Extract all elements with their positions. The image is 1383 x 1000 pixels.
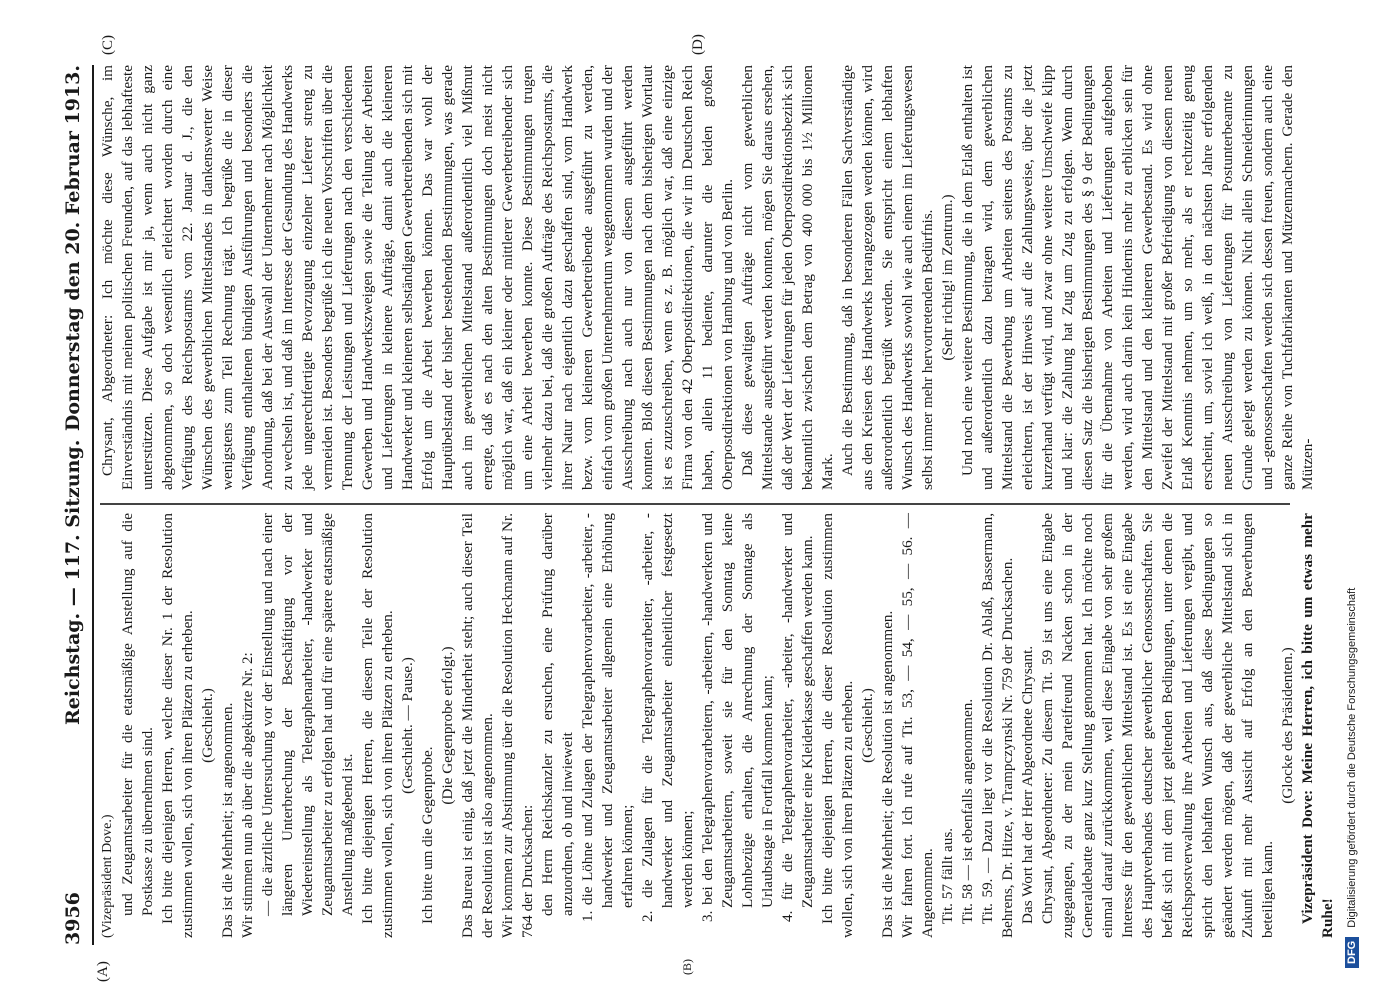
- paragraph: Wir stimmen nun ab über die abgekürzte Nr. 2:: [239, 652, 256, 938]
- paragraph: Auch die Bestimmung, daß in besonderen Fällen Sachverständige aus den Kreisen des Handwerks herangezogen werden können, wird außerordentlich begrüßt werden. Sie entspricht einem lebhaften Wunsch des Handwerks sowohl wie auch einem im Lieferungswesen selbst immer mehr hervortretenden Bedürfnis.: [839, 65, 936, 490]
- speech: Chrysant, Abgeordneter: Zu diesem Tit. 59 ist uns eine Eingabe zugegangen, zu der mein Parteifreund Nacken schon in der Generaldebatte ganz kurz Stellung genommen hat. Ich möchte noch einmal darauf zurückkommen, weil diese Eingabe von sehr großem Interesse für den gewerblichen Mittelstand ist. Es ist eine Eingabe des Hauptverbandes deutscher gewerblicher Genossenschaften. Sie befaßt sich mit dem jetzt geltenden Bedingungen, unter denen die Reichspostverwaltung ihre Arbeiten und Lieferungen vergibt, und spricht den lebhaften Wunsch aus, daß diese Bedingungen so geändert werden mögen, daß der gewerbliche Mittelstand sich in Zukunft mit mehr Aussicht auf Erfolg an den Bewerbungen beteiligen kann.: [1039, 513, 1276, 938]
- header-rule: [92, 65, 94, 945]
- column-divider: [100, 504, 1290, 506]
- paragraph: Das Bureau ist einig, daß jetzt die Minderheit steht; auch dieser Teil der Resolution ist also angenommen.: [459, 513, 496, 938]
- stage-direction: (Glocke des Präsidenten.): [1279, 647, 1296, 804]
- margin-mark-d: (D): [690, 34, 706, 55]
- left-column: [98, 513, 1336, 938]
- paragraph: Ich bitte diejenigen Herren, die dieser Resolution zustimmen wollen, sich von ihren Plätzen zu erheben.: [819, 513, 856, 938]
- header-title: Reichstag. — 117. Sitzung.: [62, 439, 84, 725]
- speech: Vizepräsident Dove: Meine Herren, ich bitte um etwas mehr Ruhe!: [1299, 513, 1336, 938]
- paragraph: Tit. 57 fällt aus.: [939, 827, 956, 924]
- list-item: 3. bei den Telegraphenvorarbeitern, -arbeitern, -handwerkern und Zeugamtsarbeitern, soweit sie für den Sonntag keine Lohnbezüge erhalten, die Anrechnung der Sonntage als Urlaubstage in Fortfall kommen kann;: [699, 513, 776, 922]
- margin-mark-b: (B): [680, 959, 694, 975]
- paragraph: und Zeugamtsarbeiter für die etatsmäßige Anstellung auf die Postkasse zu übernehmen sind.: [119, 513, 156, 916]
- paragraph: Tit. 58 — ist ebenfalls angenommen.: [959, 698, 976, 924]
- header-date: Donnerstag den 20. Februar 1913.: [62, 65, 84, 432]
- stage-direction: (Geschieht.): [859, 688, 876, 763]
- digitization-credit: [1345, 28, 1359, 968]
- paragraph: Und noch eine weitere Bestimmung, die in dem Erlaß enthalten ist und außerordentlich dazu beitragen wird, dem gewerblichen Mittelstand die Bewerbung um Arbeiten seitens des Postamts zu erleichtern, ist der Hinweis auf die Zahlungsweise, über die jetzt kurzerhand verfügt wird, und zwar ohne weitere Umschweife klipp und klar: die Zahlung hat Zug um Zug zu erfolgen. Wenn durch diesen Satz die bisherigen Bestimmungen des § 9 der Bedingungen für die Übernahme von Arbeiten und Lieferungen aufgehoben werden, wird auch darin kein Hindernis mehr zu erblicken sein für den Mittelstand und den kleineren Gewerbestand. Es wird ohne Zweifel der Mittelstand mit großer Befriedigung von diesem neuen Erlaß Kenntnis nehmen, um so mehr, als er rechtzeitig genug erscheint, um, soviel ich weiß, in den nächsten Jahre erfolgenden neuen Ausschreibung von Lieferungen für Postunterbeamte zu Grunde gelegt werden zu können. Nicht allein Schneiderinnungen und -genossenschaften werden sich dessen freuen, sondern auch eine ganze Reihe von Tuchfabrikanten und Mützenmachern. Gerade den Mützen-: [959, 65, 1316, 490]
- paragraph: Ich bitte um die Gegenprobe.: [419, 746, 436, 924]
- stage-direction: (Geschieht. — Pause.): [399, 657, 416, 794]
- list-item: 2. die Zulagen für die Telegraphenvorarbeiter, -arbeiter, -handwerker und Zeugamtsarbeiter einheitlicher festgesetzt werden können;: [639, 513, 696, 922]
- list-item: 1. die Löhne und Zulagen der Telegraphenvorarbeiter, -arbeiter, -handwerker und Zeugamtsarbeiter allgemein eine Erhöhung erfahren können;: [579, 513, 636, 922]
- credit-text: Digitalisierung gefördert durch die Deutsche Forschungsgemeinschaft: [1346, 587, 1358, 928]
- page-header: [62, 65, 92, 945]
- page-number: 3956: [62, 892, 84, 945]
- stage-direction: (Die Gegenprobe erfolgt.): [439, 646, 456, 805]
- margin-mark-a: (A): [95, 961, 111, 982]
- dfg-logo: DFG: [1345, 937, 1359, 968]
- paragraph: Ich bitte diejenigen Herren, die diesem Teile der Resolution zustimmen wollen, sich von ihren Plätzen zu erheben.: [359, 513, 396, 938]
- paragraph: Tit. 59. — Dazu liegt vor die Resolution Dr. Ablaß, Bassermann, Behrens, Dr. Hitze, v. Trampczynski Nr. 759 der Drucksachen.: [979, 513, 1016, 938]
- speech: Chrysant, Abgeordneter: Ich möchte diese Wünsche, im Einverständnis mit meinen politischen Freunden, auf das lebhafteste unterstützen. Diese Aufgabe ist mir ja, wenn auch nicht ganz abgenommen, so doch wesentlich erleichtert worden durch eine Verfügung des Reichspostamts vom 22. Januar d. J., die den Wünschen des gewerblichen Mittelstandes in dankenswerter Weise wenigstens zum Teil Rechnung trägt. Ich begrüße die in dieser Verfügung enthaltenen bündigen Ausführungen und besonders die Anordnung, daß bei der Auswahl der Unternehmer nach Möglichkeit zu wechseln ist, und daß im Interesse der Gesundung des Handwerks jede ungerechtfertigte Bevorzugung einzelner Lieferer streng zu vermeiden ist. Besonders begrüße ich die neuen Vorschriften über die Trennung der Leistungen und Lieferungen nach den verschiedenen Gewerben und Handwerkszweigen sowie die Teilung der Arbeiten und Lieferungen in kleinere Aufträge, damit auch die kleineren Handwerker und kleineren selbständigen Gewerbetreibenden sich mit Erfolg um die Arbeit bewerben können. Das war wohl der Hauptübelstand der bisher bestehenden Bestimmungen, was gerade auch im gewerblichen Mittelstand außerordentlich viel Mißmut erregte, daß es nach den alten Bestimmungen doch meist nicht möglich war, daß ein kleiner oder mittlerer Gewerbetreibender sich um eine Arbeit bewerben konnte. Diese Bestimmungen trugen vielmehr dazu bei, daß die großen Aufträge des Reichspostamts, die ihrer Natur nach eigentlich dazu geschaffen sind, vom Handwerk bezw. vom kleineren Gewerbetreibende ausgeführt zu werden, einfach vom großen Unternehmertum weggenommen wurden und der Ausschreibung nach auch nur von diesem ausgeführt werden konnten. Bloß diesen Bestimmungen nach dem bisherigen Wortlaut ist es zuzuschreiben, wenn es z. B. möglich war, daß eine einzige Firma von den 42 Oberpostdirektionen, die wir im Deutschen Reich haben, allein 11 bediente, darunter die beiden großen Oberpostdirektionen von Hamburg und von Berlin.: [99, 65, 736, 490]
- paragraph: den Herrn Reichskanzler zu ersuchen, eine Prüfung darüber anzuordnen, ob und inwieweit: [539, 513, 576, 916]
- paragraph: Das ist die Mehrheit; ist angenommen.: [219, 702, 236, 938]
- margin-mark-c: (C): [100, 35, 116, 55]
- speaker-continuation: (Vizepräsident Dove.): [100, 814, 115, 938]
- paragraph: Das ist die Mehrheit; die Resolution ist angenommen.: [879, 610, 896, 938]
- list-item: 4. für die Telegraphenvorarbeiter, -arbeiter, -handwerker und Zeugamtsarbeiter eine Kleiderkasse geschaffen werden kann.: [779, 513, 816, 922]
- paragraph: Wir fahren fort. Ich rufe auf Tit. 53, — 54, — 55, — 56. — Angenommen.: [899, 513, 936, 938]
- paragraph: Das Wort hat der Herr Abgeordnete Chrysant.: [1019, 645, 1036, 924]
- paragraph: Ich bitte diejenigen Herren, welche dieser Nr. 1 der Resolution zustimmen wollen, sich von ihren Plätzen zu erheben.: [159, 513, 196, 938]
- stage-direction: (Geschieht.): [199, 688, 216, 763]
- paragraph: — die ärztliche Untersuchung vor der Einstellung und nach einer längeren Unterbrechung der Beschäftigung vor der Wiedereinstellung als Telegraphenarbeiter, -handwerker und Zeugamtsarbeiter zu erfolgen hat und für eine spätere etatsmäßige Anstellung maßgebend ist.: [259, 513, 356, 916]
- paragraph: Wir kommen zur Abstimmung über die Resolution Heckmann auf Nr. 764 der Drucksachen:: [499, 513, 536, 938]
- stage-direction: (Sehr richtig! im Zentrum.): [939, 194, 956, 361]
- paragraph: Daß diese gewaltigen Aufträge nicht vom gewerblichen Mittelstande ausgeführt werden konnten, mögen Sie daraus ersehen, daß der Wert der Lieferungen für jeden Oberpostdirektionsbezirk sich bekanntlich zwischen dem Betrag von 400 000 bis 1½ Millionen Mark.: [739, 65, 836, 490]
- right-column: [98, 65, 1316, 490]
